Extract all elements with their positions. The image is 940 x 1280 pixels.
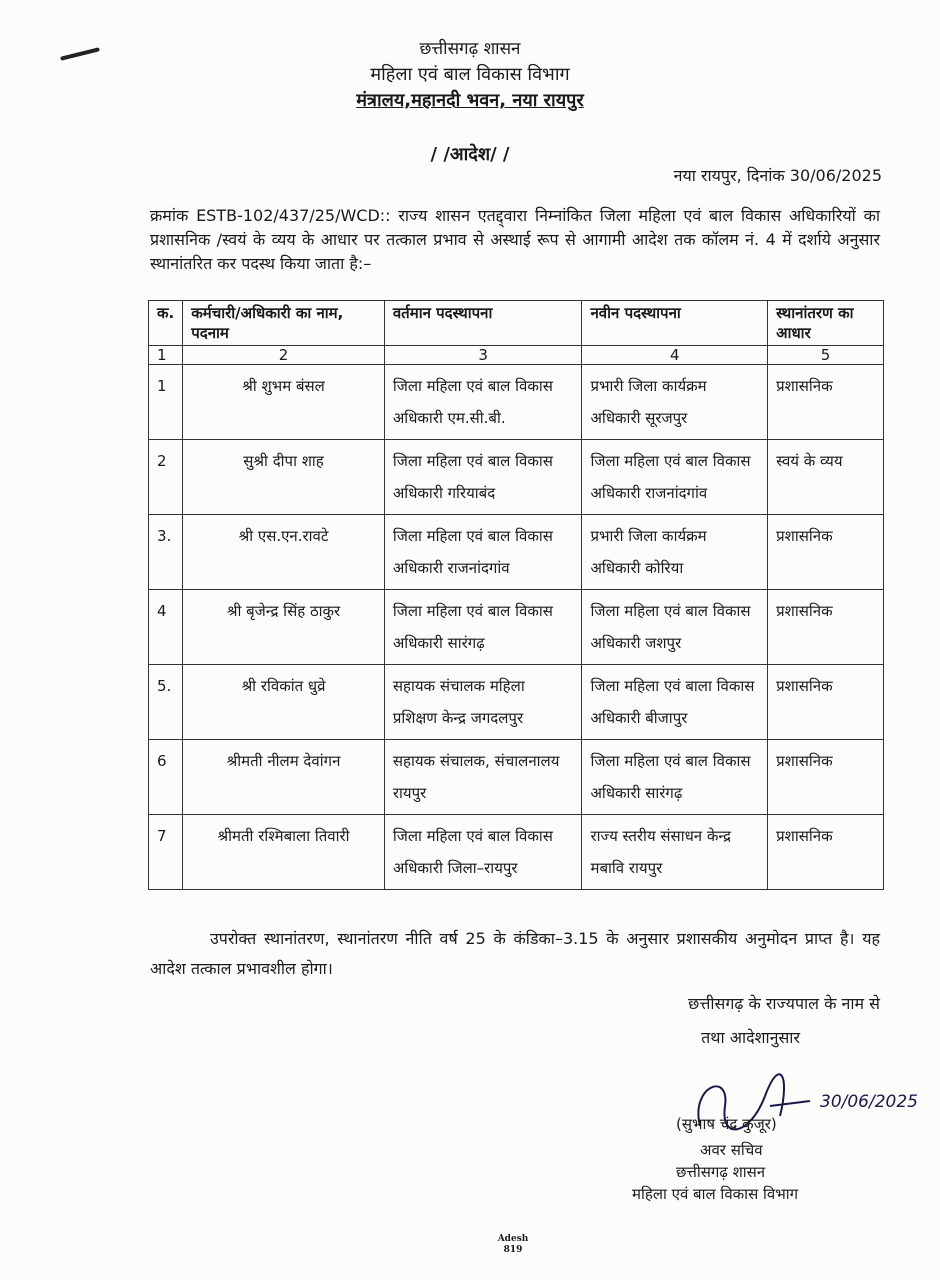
row-name: श्रीमती नीलम देवांगन xyxy=(183,740,385,815)
table-row xyxy=(149,515,884,590)
row-serial: 7 xyxy=(149,815,183,890)
table-row xyxy=(149,665,884,740)
table-row xyxy=(149,815,884,890)
row-current-posting: जिला महिला एवं बाल विकास अधिकारी जिला–रायपुर xyxy=(384,815,582,890)
authority-line-1: छत्तीसगढ़ के राज्यपाल के नाम से xyxy=(688,994,880,1013)
colnum-3: 3 xyxy=(384,346,582,365)
header-current-posting: वर्तमान पदस्थापना xyxy=(384,301,582,346)
colnum-1: 1 xyxy=(149,346,183,365)
header-new-posting: नवीन पदस्थापना xyxy=(582,301,768,346)
table-row xyxy=(149,740,884,815)
row-basis: प्रशासनिक xyxy=(768,515,884,590)
signatory-government: छत्तीसगढ़ शासन xyxy=(676,1163,766,1181)
row-basis: प्रशासनिक xyxy=(768,815,884,890)
header-address: मंत्रालय,महानदी भवन, नया रायपुर xyxy=(356,90,584,111)
row-current-posting: जिला महिला एवं बाल विकास अधिकारी गरियाबंद xyxy=(384,440,582,515)
signatory-department: महिला एवं बाल विकास विभाग xyxy=(632,1185,799,1203)
row-new-posting: राज्य स्तरीय संसाधन केन्द्र मबावि रायपुर xyxy=(582,815,768,890)
colnum-4: 4 xyxy=(582,346,768,365)
row-current-posting: जिला महिला एवं बाल विकास अधिकारी एम.सी.बी. xyxy=(384,365,582,440)
colnum-5: 5 xyxy=(768,346,884,365)
row-name: सुश्री दीपा शाह xyxy=(183,440,385,515)
table-row xyxy=(149,440,884,515)
row-name: श्री रविकांत धुव्रे xyxy=(183,665,385,740)
row-name: श्रीमती रश्मिबाला तिवारी xyxy=(183,815,385,890)
column-number-row xyxy=(149,346,884,365)
authority-line-2: तथा आदेशानुसार xyxy=(701,1028,800,1047)
header-department: महिला एवं बाल विकास विभाग xyxy=(370,64,570,85)
row-new-posting: प्रभारी जिला कार्यक्रम अधिकारी सूरजपुर xyxy=(582,365,768,440)
intro-paragraph: क्रमांक ESTB-102/437/25/WCD:: राज्य शासन एतद्द्वारा निम्नांकित जिला महिला एवं बाल विकास अधिकारियों का प्रशासनिक /स्वयं के व्यय के आधार पर तत्काल प्रभाव से अस्थाई रूप से आगामी आदेश तक कॉलम नं. 4 में दर्शाये अनुसार स्थानांतरित कर पदस्थ किया जाता है:– xyxy=(150,206,880,273)
stamp-line-2: 819 xyxy=(503,1245,523,1255)
header-basis: स्थानांतरण का आधार xyxy=(768,301,884,346)
table-row xyxy=(149,590,884,665)
adesh-stamp xyxy=(488,1234,538,1256)
row-new-posting: प्रभारी जिला कार्यक्रम अधिकारी कोरिया xyxy=(582,515,768,590)
row-basis: प्रशासनिक xyxy=(768,740,884,815)
table-header-row xyxy=(149,301,884,346)
row-serial: 6 xyxy=(149,740,183,815)
row-current-posting: जिला महिला एवं बाल विकास अधिकारी राजनांदगांव xyxy=(384,515,582,590)
order-title: / /आदेश/ / xyxy=(430,144,510,165)
signatory-name: (सुभाष चंद्र कुजूर) xyxy=(676,1115,777,1133)
signatory-designation: अवर सचिव xyxy=(700,1141,763,1159)
row-basis: प्रशासनिक xyxy=(768,365,884,440)
row-name: श्री बृजेन्द्र सिंह ठाकुर xyxy=(183,590,385,665)
row-basis: प्रशासनिक xyxy=(768,665,884,740)
transfer-table xyxy=(148,300,884,890)
header-employee: कर्मचारी/अधिकारी का नाम, पदनाम xyxy=(183,301,385,346)
row-new-posting: जिला महिला एवं बाल विकास अधिकारी राजनांदगांव xyxy=(582,440,768,515)
closing-paragraph: उपरोक्त स्थानांतरण, स्थानांतरण नीति वर्ष 25 के कंडिका–3.15 के अनुसार प्रशासकीय अनुमोदन प्राप्त है। यह आदेश तत्काल प्रभावशील होगा। xyxy=(150,929,880,978)
row-basis: स्वयं के व्यय xyxy=(768,440,884,515)
table-row xyxy=(149,365,884,440)
row-serial: 2 xyxy=(149,440,183,515)
colnum-2: 2 xyxy=(183,346,385,365)
row-basis: प्रशासनिक xyxy=(768,590,884,665)
place-date: नया रायपुर, दिनांक 30/06/2025 xyxy=(673,166,882,185)
row-name: श्री शुभम बंसल xyxy=(183,365,385,440)
header-government: छत्तीसगढ़ शासन xyxy=(419,39,521,59)
row-new-posting: जिला महिला एवं बाल विकास अधिकारी सारंगढ़ xyxy=(582,740,768,815)
row-new-posting: जिला महिला एवं बाला विकास अधिकारी बीजापुर xyxy=(582,665,768,740)
row-current-posting: सहायक संचालक महिला प्रशिक्षण केन्द्र जगदलपुर xyxy=(384,665,582,740)
row-name: श्री एस.एन.रावटे xyxy=(183,515,385,590)
row-serial: 5. xyxy=(149,665,183,740)
stamp-line-1: Adesh xyxy=(497,1234,529,1244)
row-serial: 1 xyxy=(149,365,183,440)
row-current-posting: सहायक संचालक, संचालनालय रायपुर xyxy=(384,740,582,815)
header-serial: क. xyxy=(149,301,183,346)
row-current-posting: जिला महिला एवं बाल विकास अधिकारी सारंगढ़ xyxy=(384,590,582,665)
signature-date: 30/06/2025 xyxy=(820,1092,918,1112)
row-serial: 3. xyxy=(149,515,183,590)
row-new-posting: जिला महिला एवं बाल विकास अधिकारी जशपुर xyxy=(582,590,768,665)
row-serial: 4 xyxy=(149,590,183,665)
